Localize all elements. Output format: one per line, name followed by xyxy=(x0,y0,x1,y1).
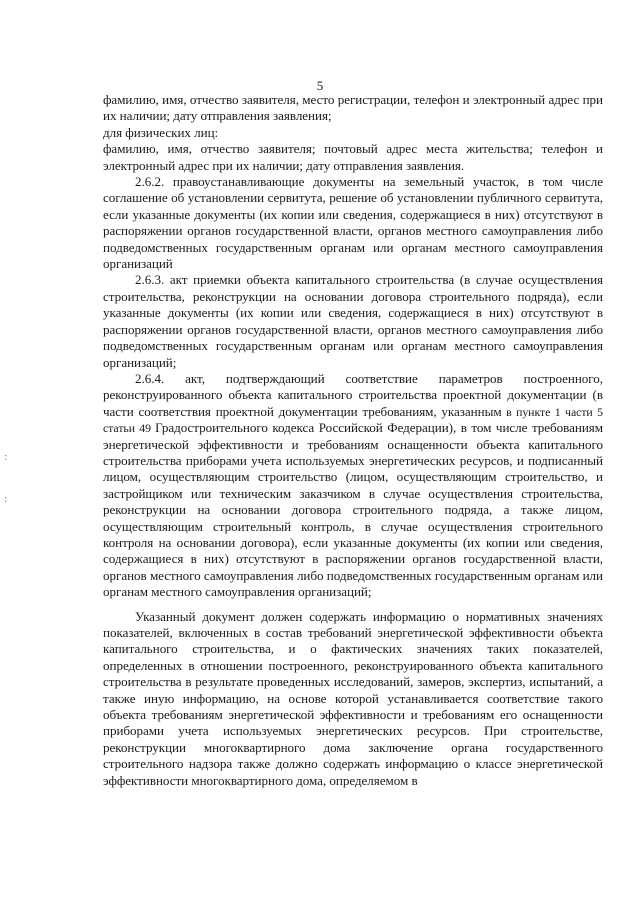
paragraph-contact-legal: фамилию, имя, отчество заявителя, место регистрации, телефон и электронный адрес при их наличии; дату отправления заявления; xyxy=(103,92,603,124)
paragraph-document-requirements: Указанный документ должен содержать информацию о нормативных значениях показателей, включенных в состав требований энергетической эффективности объекта капитального строительства, и о фактических значениях таких показателей, определенных в отношении построенного, реконструированного объекта капитального строительства в результате проведенных исследований, замеров, экспертиз, испытаний, а также иную информацию, на основе которой устанавливается соответствие такого объекта требованиям энергетической эффективности и требованиям его оснащенности приборами учета используемых энергетических ресурсов. При строительстве, реконструкции многоквартирного дома заключение органа государственного строительного надзора также должно содержать информацию о классе энергетической эффективности многоквартирного дома, определяемом в xyxy=(103,608,603,788)
margin-mark: : xyxy=(4,452,8,463)
paragraph-2-6-3: 2.6.3. акт приемки объекта капитального строительства (в случае осуществления строительства, реконструкции на основании договора строительного подряда), если указанные документы (их копии или сведения, содержащиеся в них) отсутствуют в распоряжении органов государственной власти, органов местного самоуправления либо подведомственных государственным органам или органам местного самоуправления организаций; xyxy=(103,272,603,370)
paragraph-individuals-heading: для физических лиц: xyxy=(103,124,219,140)
p264-text-start: 2.6.4. акт, подтверждающий соответствие параметров построенного, реконструированного объекта капитального строительства проектной документации (в части соответствия проектной документации требованиям, указанным xyxy=(103,370,603,419)
page-number: 5 xyxy=(316,78,324,93)
law-reference: в пункте 1 части 5 статьи 49 xyxy=(103,404,604,436)
paragraph-2-6-2: 2.6.2. правоустанавливающие документы на земельный участок, в том числе соглашение об установлении сервитута, решение об установлении публичного сервитута, если указанные документы (их копии или сведения, содержащиеся в них) отсутствуют в распоряжении органов государственной власти, органов местного самоуправления либо подведомственных государственным органам или органам местного самоуправления организаций xyxy=(103,174,603,272)
p264-text-end: Градостроительного кодекса Российской Федерации), в том числе требованиям энергетической эффективности и требованиям оснащенности объекта капитального строительства приборами учета используемых энергетических ресурсов, и подписанный лицом, осуществляющим строительство (лицом, осуществляющим строительство, и застройщиком или техническим заказчиком в случае осуществления строительства, реконструкции на основании договора строительного подряда, а также лицом, осуществляющим строительный контроль, в случае осуществления строительного контроля на основании договора), если указанные документы (их копии или сведения, содержащиеся в них) отсутствуют в распоряжении органов государственной власти, органов местного самоуправления либо подведомственных государственным органам или органам местного самоуправления организаций; xyxy=(103,420,604,600)
document-body xyxy=(103,92,603,789)
paragraph-2-6-4 xyxy=(103,371,603,601)
margin-mark: : xyxy=(4,494,8,505)
paragraph-contact-individual: фамилию, имя, отчество заявителя; почтовый адрес места жительства; телефон и электронный адрес при их наличии; дату отправления заявления. xyxy=(103,141,603,173)
